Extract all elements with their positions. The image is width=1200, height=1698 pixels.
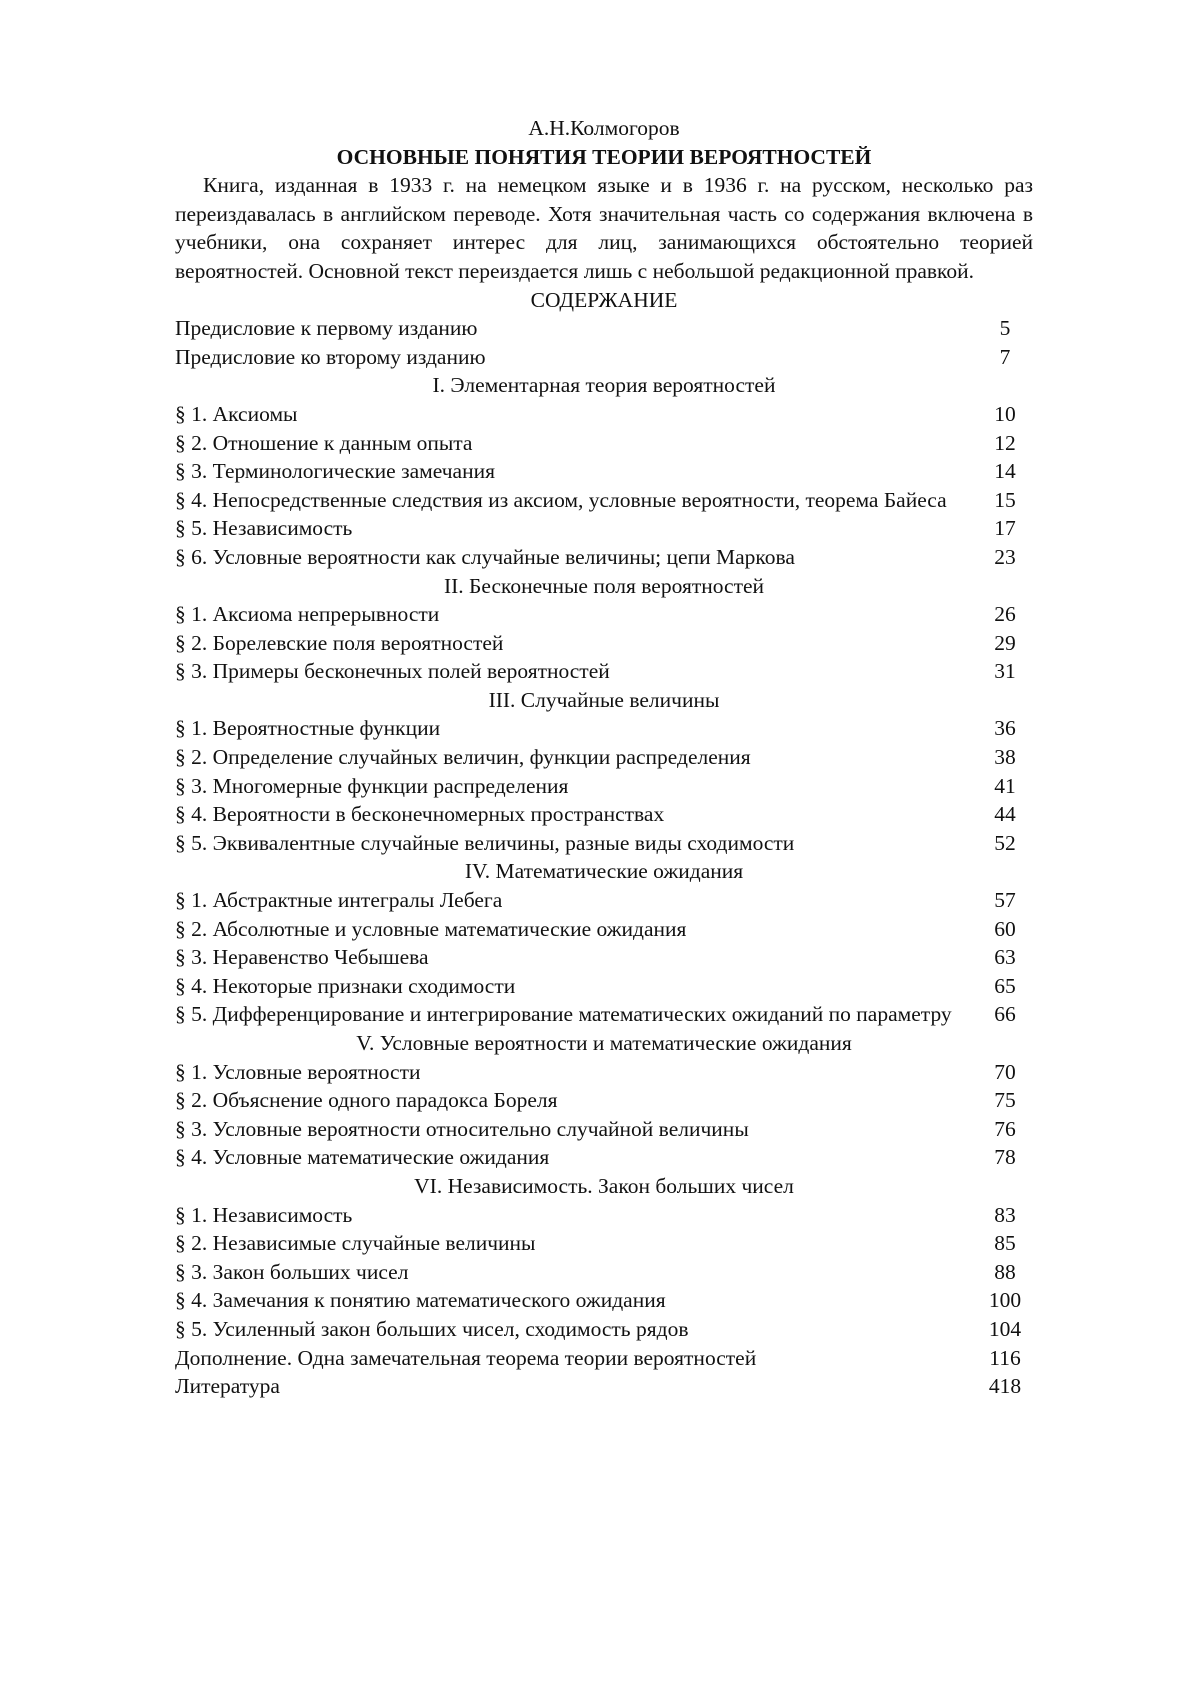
toc-part-heading: V. Условные вероятности и математические ожидания — [356, 1031, 852, 1055]
toc-entry — [175, 343, 1033, 372]
toc-entry-label: § 4. Замечания к понятию математического ожидания — [175, 1288, 666, 1313]
toc-entry-label: Литература — [175, 1374, 280, 1399]
toc-entry-page: 52 — [994, 830, 1016, 855]
toc-entry — [175, 400, 1033, 429]
toc-entry — [175, 972, 1033, 1001]
toc-entry-label: Предисловие ко второму изданию — [175, 344, 486, 369]
toc-entry-page: 65 — [994, 973, 1016, 998]
toc-heading: СОДЕРЖАНИЕ — [530, 287, 678, 312]
toc-entry — [175, 915, 1033, 944]
toc-entry-page: 66 — [994, 1002, 1016, 1027]
toc-entry-page: 36 — [994, 716, 1016, 741]
toc-entry-label: § 1. Вероятностные функции — [175, 716, 441, 741]
toc-entry-label: § 4. Вероятности в бесконечномерных пространствах — [175, 802, 665, 827]
toc-entry-label: § 3. Условные вероятности относительно случайной величины — [175, 1116, 749, 1141]
toc-entry-label: § 2. Абсолютные и условные математические ожидания — [175, 916, 687, 941]
toc-entry — [175, 600, 1033, 629]
toc-entry-page: 10 — [994, 401, 1016, 426]
toc-entry-page: 26 — [994, 602, 1016, 627]
toc-entry — [175, 1315, 1033, 1344]
toc-entry-page: 100 — [988, 1288, 1022, 1313]
toc-entry-page: 38 — [994, 745, 1016, 770]
toc-entry-page: 44 — [994, 802, 1016, 827]
toc-entry-label: § 3. Примеры бесконечных полей вероятностей — [175, 659, 610, 684]
toc-entry-label: § 5. Усиленный закон больших чисел, сходимость рядов — [175, 1316, 689, 1341]
toc-entry-page: 60 — [994, 916, 1016, 941]
toc-entry — [175, 1229, 1033, 1258]
toc-entry — [175, 886, 1033, 915]
toc-entry-page: 31 — [994, 659, 1016, 684]
toc-entry-page: 14 — [994, 459, 1016, 484]
toc-entry — [175, 800, 1033, 829]
toc-entry — [175, 1058, 1033, 1087]
intro-paragraph: Книга, изданная в 1933 г. на немецком языке и в 1936 г. на русском, несколько раз переиздавалась в английском переводе. Хотя значительная часть со содержания включена в учебники, она сохраняет интерес для лиц, занимающихся обстоятельно теорией вероятностей. Основной текст переиздается лишь с небольшой редакционной правкой. — [175, 173, 1033, 283]
toc-entry-label: § 2. Определение случайных величин, функции распределения — [175, 745, 751, 770]
toc-entry-label: § 6. Условные вероятности как случайные величины; цепи Маркова — [175, 544, 795, 569]
toc-entry — [175, 486, 1033, 515]
toc-entry — [175, 1201, 1033, 1230]
toc-entry-label: § 5. Независимость — [175, 516, 353, 541]
toc-entry — [175, 1086, 1033, 1115]
toc-entry-label: Дополнение. Одна замечательная теорема теории вероятностей — [175, 1345, 757, 1370]
toc-entry-page: 7 — [999, 344, 1011, 369]
toc-entry-page: 12 — [994, 430, 1016, 455]
toc-entry — [175, 657, 1033, 686]
toc-entry — [175, 1000, 1033, 1029]
toc-entry — [175, 943, 1033, 972]
toc-entry-label: § 1. Условные вероятности — [175, 1059, 421, 1084]
toc-entry-page: 116 — [989, 1345, 1021, 1370]
toc-entry — [175, 543, 1033, 572]
toc-entry — [175, 1115, 1033, 1144]
toc-entry — [175, 457, 1033, 486]
toc-entry — [175, 629, 1033, 658]
toc-entry-label: § 4. Непосредственные следствия из аксиом, условные вероятности, теорема Байеса — [175, 487, 947, 512]
toc-entry — [175, 743, 1033, 772]
toc-entry-page: 41 — [994, 773, 1016, 798]
toc-entry — [175, 1286, 1033, 1315]
toc-entry — [175, 772, 1033, 801]
toc-entry-label: § 5. Дифференцирование и интегрирование математических ожиданий по параметру — [175, 1002, 952, 1027]
toc-entry — [175, 1372, 1033, 1401]
toc-entry-label: § 2. Независимые случайные величины — [175, 1231, 536, 1256]
toc-entry-page: 5 — [999, 316, 1011, 341]
toc-entry-page: 78 — [994, 1145, 1016, 1170]
toc-entry-page: 23 — [994, 544, 1016, 569]
toc-part-heading: III. Случайные величины — [488, 687, 720, 712]
toc-entry-label: § 3. Закон больших чисел — [175, 1259, 409, 1284]
toc-entry — [175, 1143, 1033, 1172]
toc-entry-page: 104 — [988, 1316, 1022, 1341]
toc-entry — [175, 514, 1033, 543]
toc-entry — [175, 429, 1033, 458]
toc-entry-label: § 2. Объяснение одного парадокса Бореля — [175, 1088, 558, 1113]
toc-entry — [175, 314, 1033, 343]
toc-part-heading: VI. Независимость. Закон больших чисел — [414, 1173, 794, 1198]
toc-entry-label: § 4. Некоторые признаки сходимости — [175, 973, 516, 998]
toc-entry-label: § 1. Аксиома непрерывности — [175, 602, 440, 627]
toc-part-heading: I. Элементарная теория вероятностей — [432, 373, 776, 398]
toc-entry-label: § 3. Неравенство Чебышева — [175, 945, 429, 970]
toc-entry-label: § 1. Независимость — [175, 1202, 353, 1227]
toc-entry-page: 75 — [994, 1088, 1016, 1113]
toc-entry-label: § 2. Отношение к данным опыта — [175, 430, 473, 455]
toc-entry-page: 85 — [994, 1231, 1016, 1256]
toc-entry-page: 29 — [994, 630, 1016, 655]
toc-entry-page: 17 — [994, 516, 1016, 541]
toc-entry-label: § 1. Аксиомы — [175, 401, 298, 426]
toc-entry — [175, 829, 1033, 858]
toc-part-heading: II. Бесконечные поля вероятностей — [443, 573, 765, 598]
toc-entry-page: 63 — [994, 945, 1016, 970]
toc-entry-page: 418 — [988, 1374, 1022, 1399]
toc-part-heading: IV. Математические ожидания — [464, 859, 744, 884]
table-of-contents — [175, 314, 1033, 1401]
toc-entry-page: 70 — [994, 1059, 1016, 1084]
toc-entry-label: § 1. Абстрактные интегралы Лебега — [175, 888, 503, 913]
toc-entry — [175, 1344, 1033, 1373]
toc-entry — [175, 714, 1033, 743]
toc-entry-label: Предисловие к первому изданию — [175, 316, 478, 341]
toc-entry-page: 57 — [994, 888, 1016, 913]
toc-entry-label: § 5. Эквивалентные случайные величины, разные виды сходимости — [175, 830, 795, 855]
toc-entry-label: § 4. Условные математические ожидания — [175, 1145, 550, 1170]
toc-entry-page: 76 — [994, 1116, 1016, 1141]
document-title: ОСНОВНЫЕ ПОНЯТИЯ ТЕОРИИ ВЕРОЯТНОСТЕЙ — [336, 144, 872, 169]
toc-entry-label: § 3. Терминологические замечания — [175, 459, 496, 484]
toc-entry-label: § 3. Многомерные функции распределения — [175, 773, 569, 798]
toc-entry-label: § 2. Борелевские поля вероятностей — [175, 630, 504, 655]
toc-entry-page: 83 — [994, 1202, 1016, 1227]
toc-entry — [175, 1258, 1033, 1287]
document-page — [175, 114, 1033, 1401]
toc-entry-page: 88 — [994, 1259, 1016, 1284]
author-name: А.Н.Колмогоров — [528, 116, 680, 140]
toc-entry-page: 15 — [994, 487, 1016, 512]
